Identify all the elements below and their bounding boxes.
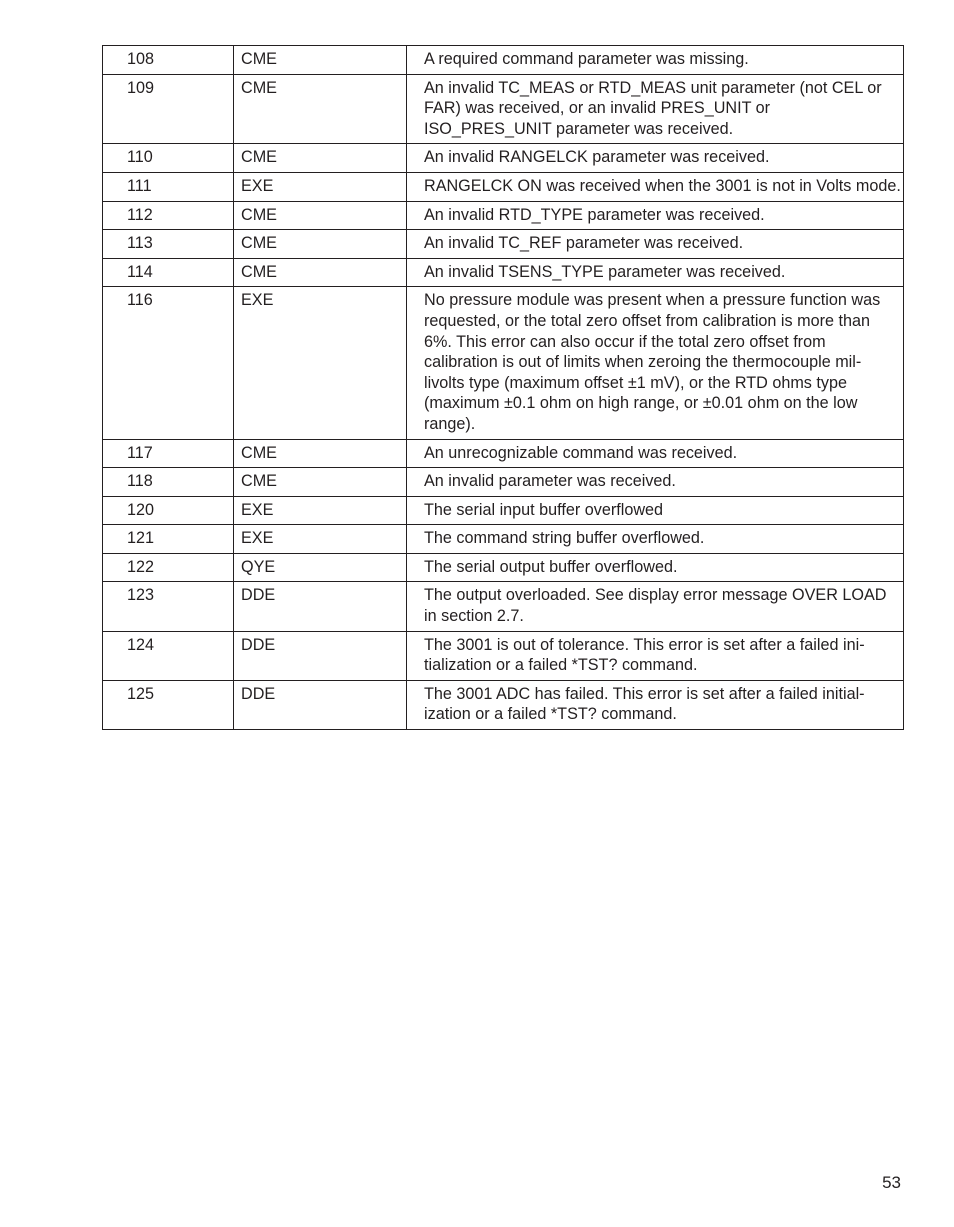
error-type: EXE <box>234 172 407 201</box>
table-row <box>103 468 904 497</box>
error-code-table <box>102 45 904 730</box>
error-code: 113 <box>103 230 234 259</box>
error-code: 110 <box>103 144 234 173</box>
page-number: 53 <box>882 1173 901 1192</box>
error-code: 125 <box>103 680 234 729</box>
error-description: The serial output buffer overflowed. <box>407 553 904 582</box>
error-description: The output overloaded. See display error message OVER LOAD in section 2.7. <box>407 582 904 631</box>
error-description: An invalid TC_MEAS or RTD_MEAS unit parameter (not CEL or FAR) was received, or an invalid PRES_UNIT or ISO_PRES_UNIT parameter was received. <box>407 74 904 144</box>
error-type: EXE <box>234 287 407 439</box>
table-row <box>103 230 904 259</box>
error-description: An invalid RANGELCK parameter was received. <box>407 144 904 173</box>
table-row <box>103 496 904 525</box>
error-description: The 3001 is out of tolerance. This error is set after a failed ini-tialization or a failed *TST? command. <box>407 631 904 680</box>
table-row <box>103 46 904 75</box>
table-row <box>103 74 904 144</box>
error-description: An invalid RTD_TYPE parameter was received. <box>407 201 904 230</box>
error-code: 114 <box>103 258 234 287</box>
error-description: No pressure module was present when a pressure function was requested, or the total zero offset from calibration is more than 6%. This error can also occur if the total zero offset from calibration is out of limits when zeroing the thermocouple mil-livolts type (maximum offset ±1 mV), or the RTD ohms type (maximum ±0.1 ohm on high range, or ±0.01 ohm on the low range). <box>407 287 904 439</box>
table-row <box>103 172 904 201</box>
error-type: CME <box>234 468 407 497</box>
error-type: CME <box>234 46 407 75</box>
error-description: The serial input buffer overflowed <box>407 496 904 525</box>
table-row <box>103 201 904 230</box>
table-row <box>103 439 904 468</box>
table-row <box>103 582 904 631</box>
table-row <box>103 258 904 287</box>
error-type: CME <box>234 230 407 259</box>
table-row <box>103 144 904 173</box>
error-description: An invalid TSENS_TYPE parameter was received. <box>407 258 904 287</box>
error-type: CME <box>234 439 407 468</box>
error-type: DDE <box>234 631 407 680</box>
table-row <box>103 287 904 439</box>
error-code: 123 <box>103 582 234 631</box>
error-description: An invalid parameter was received. <box>407 468 904 497</box>
error-type: DDE <box>234 680 407 729</box>
error-type: QYE <box>234 553 407 582</box>
table-row <box>103 680 904 729</box>
error-type: CME <box>234 258 407 287</box>
error-code: 124 <box>103 631 234 680</box>
error-description: An unrecognizable command was received. <box>407 439 904 468</box>
error-code: 109 <box>103 74 234 144</box>
error-description: The 3001 ADC has failed. This error is set after a failed initial-ization or a failed *TST? command. <box>407 680 904 729</box>
error-type: EXE <box>234 525 407 554</box>
error-type: CME <box>234 74 407 144</box>
error-description: An invalid TC_REF parameter was received. <box>407 230 904 259</box>
error-code: 122 <box>103 553 234 582</box>
error-description: A required command parameter was missing. <box>407 46 904 75</box>
error-code: 121 <box>103 525 234 554</box>
error-code: 120 <box>103 496 234 525</box>
error-type: CME <box>234 201 407 230</box>
error-code: 117 <box>103 439 234 468</box>
error-code: 118 <box>103 468 234 497</box>
error-type: EXE <box>234 496 407 525</box>
error-code: 111 <box>103 172 234 201</box>
error-code: 116 <box>103 287 234 439</box>
error-description: RANGELCK ON was received when the 3001 is not in Volts mode. <box>407 172 904 201</box>
table-row <box>103 631 904 680</box>
error-code: 108 <box>103 46 234 75</box>
error-type: CME <box>234 144 407 173</box>
table-row <box>103 553 904 582</box>
error-code: 112 <box>103 201 234 230</box>
error-type: DDE <box>234 582 407 631</box>
error-description: The command string buffer overflowed. <box>407 525 904 554</box>
table-row <box>103 525 904 554</box>
